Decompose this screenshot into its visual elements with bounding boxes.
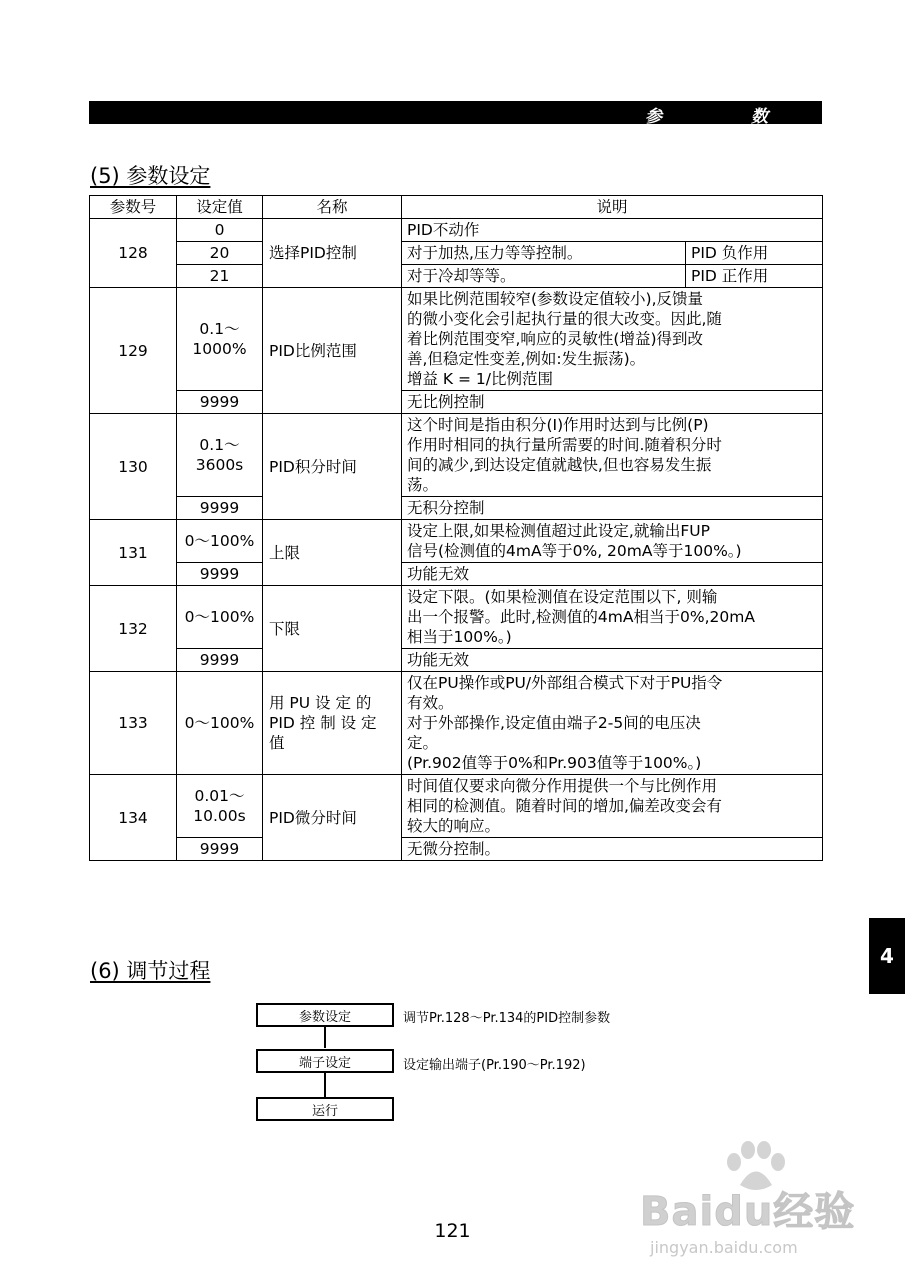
table-row	[90, 391, 823, 414]
header-char-2: 数	[751, 107, 768, 127]
header-name: 名称	[263, 196, 402, 219]
description-line: 增益 K = 1/比例范围	[407, 370, 554, 388]
param-name-line: 用 PU 设 定 的	[269, 694, 372, 712]
description	[402, 288, 823, 391]
param-name: 下限	[263, 586, 402, 672]
param-name: PID比例范围	[263, 288, 402, 414]
setting-value: 0～100%	[177, 520, 263, 563]
setting-value: 9999	[177, 497, 263, 520]
action-type: PID 正作用	[686, 265, 823, 288]
section-title-adjustment-process: (6) 调节过程	[90, 959, 211, 983]
table-row	[90, 563, 823, 586]
flow-connector	[324, 1026, 326, 1048]
description-line: 信号(检测值的4mA等于0%, 20mA等于100%。)	[407, 542, 742, 560]
description-line: 间的减少,到达设定值就越快,但也容易发生振	[407, 456, 712, 474]
watermark-brand: Baidu经验	[640, 1189, 856, 1235]
description: 对于冷却等等。	[402, 265, 686, 288]
description	[402, 775, 823, 838]
watermark-url: jingyan.baidu.com	[650, 1238, 798, 1257]
table-row	[90, 838, 823, 861]
table-row	[90, 775, 823, 838]
setting-value-line: 1000%	[192, 340, 247, 358]
setting-value: 0～100%	[177, 672, 263, 775]
description: 无比例控制	[402, 391, 823, 414]
description-line: 对于外部操作,设定值由端子2-5间的电压决	[407, 714, 701, 732]
description-line: 设定下限。(如果检测值在设定范围以下, 则输	[407, 588, 718, 606]
description: 功能无效	[402, 563, 823, 586]
description-line: 时间值仅要求向微分作用提供一个与比例作用	[407, 777, 718, 795]
setting-value	[177, 414, 263, 497]
page-number: 121	[434, 1220, 471, 1242]
setting-value	[177, 288, 263, 391]
description-line: 仅在PU操作或PU/外部组合模式下对于PU指令	[407, 674, 723, 692]
header-description: 说明	[402, 196, 823, 219]
setting-value	[177, 775, 263, 838]
table-row	[90, 586, 823, 649]
setting-value-line: 0.1～	[199, 320, 240, 338]
setting-value-line: 0.01～	[194, 787, 245, 805]
description-line: 着比例范围变窄,响应的灵敏性(增益)得到改	[407, 330, 704, 348]
description-line: 有效。	[407, 694, 454, 712]
flow-connector	[324, 1072, 326, 1098]
setting-value: 21	[177, 265, 263, 288]
setting-value-line: 10.00s	[193, 807, 246, 825]
description: PID不动作	[402, 219, 823, 242]
setting-value: 9999	[177, 391, 263, 414]
setting-value: 9999	[177, 649, 263, 672]
description	[402, 672, 823, 775]
description-line: 如果比例范围较窄(参数设定值较小),反馈量	[407, 290, 704, 308]
description-line: 较大的响应。	[407, 817, 501, 835]
setting-value: 0～100%	[177, 586, 263, 649]
description: 对于加热,压力等等控制。	[402, 242, 686, 265]
setting-value-line: 3600s	[195, 456, 244, 474]
param-number: 128	[90, 219, 177, 288]
flow-step-run: 运行	[256, 1097, 394, 1121]
setting-value: 0	[177, 219, 263, 242]
param-name-line: 值	[269, 734, 285, 752]
flow-step-note: 调节Pr.128～Pr.134的PID控制参数	[403, 1011, 611, 1026]
param-number: 131	[90, 520, 177, 586]
header-param-number: 参数号	[90, 196, 177, 219]
param-name: PID微分时间	[263, 775, 402, 861]
description: 无微分控制。	[402, 838, 823, 861]
header-setting-value: 设定值	[177, 196, 263, 219]
param-name: 上限	[263, 520, 402, 586]
description	[402, 520, 823, 563]
table-row	[90, 672, 823, 775]
parameter-table	[89, 195, 823, 861]
param-number: 129	[90, 288, 177, 414]
flow-step-parameter-setting: 参数设定	[256, 1003, 394, 1027]
param-number: 132	[90, 586, 177, 672]
chapter-tab: 4	[869, 918, 905, 994]
description-line: 设定上限,如果检测值超过此设定,就输出FUP	[407, 522, 710, 540]
description-line: 的微小变化会引起执行量的很大改变。因此,随	[407, 310, 722, 328]
setting-value: 9999	[177, 838, 263, 861]
setting-value-line: 0.1～	[199, 436, 240, 454]
flow-step-note: 设定输出端子(Pr.190～Pr.192)	[403, 1058, 586, 1073]
table-row	[90, 520, 823, 563]
param-name: 选择PID控制	[263, 219, 402, 288]
header-char-1: 参	[645, 107, 662, 127]
param-number: 130	[90, 414, 177, 520]
table-row	[90, 219, 823, 242]
table-row	[90, 242, 823, 265]
description-line: 作用时相同的执行量所需要的时间.随着积分时	[407, 436, 722, 454]
chapter-header-bar	[89, 101, 822, 127]
flow-step-terminal-setting: 端子设定	[256, 1049, 394, 1073]
table-row	[90, 649, 823, 672]
table-row	[90, 497, 823, 520]
param-name-line: PID 控 制 设 定	[269, 714, 377, 732]
description-line: 相当于100%。)	[407, 628, 512, 646]
action-type: PID 负作用	[686, 242, 823, 265]
setting-value: 9999	[177, 563, 263, 586]
description: 无积分控制	[402, 497, 823, 520]
description	[402, 414, 823, 497]
param-number: 134	[90, 775, 177, 861]
setting-value: 20	[177, 242, 263, 265]
description-line: 善,但稳定性变差,例如:发生振荡)。	[407, 350, 646, 368]
watermark	[640, 1140, 870, 1270]
description-line: 荡。	[407, 476, 439, 494]
table-row	[90, 265, 823, 288]
description-line: 这个时间是指由积分(I)作用时达到与比例(P)	[407, 416, 709, 434]
param-name: PID积分时间	[263, 414, 402, 520]
param-name	[263, 672, 402, 775]
description-line: 定。	[407, 734, 439, 752]
section-title-parameter-settings: (5) 参数设定	[90, 164, 211, 188]
description-line: 相同的检测值。随着时间的增加,偏差改变会有	[407, 797, 722, 815]
table-row	[90, 414, 823, 497]
description-line: 出一个报警。此时,检测值的4mA相当于0%,20mA	[407, 608, 755, 626]
description-line: (Pr.902值等于0%和Pr.903值等于100%。)	[407, 754, 702, 772]
param-number: 133	[90, 672, 177, 775]
table-header-row	[90, 196, 823, 219]
description	[402, 586, 823, 649]
table-row	[90, 288, 823, 391]
description: 功能无效	[402, 649, 823, 672]
